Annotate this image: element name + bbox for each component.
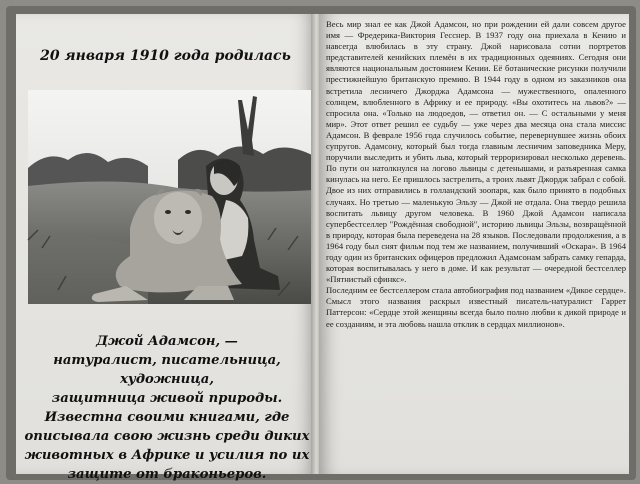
left-page (16, 14, 315, 482)
caption-line: Джой Адамсон, — (96, 334, 238, 349)
caption-line: описывала свою жизнь среди диких (24, 429, 310, 444)
right-page (319, 14, 629, 474)
photo-joy-adamson-with-lioness (28, 90, 314, 304)
caption-line: защите от браконьеров. (67, 467, 267, 482)
caption-line: животных в Африке и усилия по их (24, 448, 310, 463)
article-paragraph: Весь мир знал ее как Джой Адамсон, но при рождении ей дали совсем другое имя — Фредерика-Виктория Гесснер. В 1937 году она приехала в Кению и навсегда влюбилась в эту страну. Джой нарисовала сотни портретов представителей кенийских племён в их традиционных одеяниях. Сегодня они являются национальным достоянием Кении. Её ботанические рисунки получили престижнейшую британскую премию. В 1944 году в одном из заказников она встретила лесничего Джорджа Адамсона — мужественного, опаленного солнцем, влюбленного в Африку и ее природу. «Вы охотитесь на львов?» — спросила она. «Только на людоедов, — ответил он. — С остальными у меня мир». Этот ответ решил ее судьбу — уже через два месяца она стала миссис Адамсон. В феврале 1956 года случилось событие, перевернувшее жизнь обоих супругов. Адамсону, который был тогда главным лесничим заповедника Меру, поручили выследить и убить льва, который терроризировал несколько деревень. По пути он натолкнулся на логово львицы с детенышами, и разъяренная самка кинулась на него. Ее пришлось застрелить, а троих львят Джордж забрал с собой. Двое из них отправились в голландский зоопарк, как было принято в подобных случаях. Но третью — маленькую Эльзу — Джой не отдала. Она твердо решила воспитать львицу другом человека. В 1960 Джой Адамсон написала супербестселлер "Рождённая свободной", историю львицы Эльзы, возвращённой в природу, которая была переведена на 28 языков. Последовали продолжения, а в 1964 году был снят фильм под тем же названием, получивший «Оскара». В 1964 году один из британских офицеров предложил Адамсонам забрать самку гепарда, которая воспитывалась у него в доме. И как результат — очередной бестселлер «Пятнистый сфинкс». (326, 19, 626, 285)
caption-line: защитница живой природы. (51, 391, 283, 406)
caption-line: натуралист, писательница, художница, (53, 353, 281, 387)
book (6, 6, 636, 480)
caption (22, 332, 312, 484)
caption-line: Известна своими книгами, где (44, 410, 290, 425)
article-paragraph: Последним ее бестселлером стала автобиография под названием «Дикое сердце». Смысл этого названия раскрыл известный писатель-натуралист Гаррет Паттерсон: «Сердце этой женщины всегда было полно любви к дикой природе и ее созданиям, и эта любовь нашла отклик в сердцах миллионов». (326, 285, 626, 329)
article-text (326, 19, 626, 330)
date-title: 20 января 1910 года родилась (40, 48, 291, 64)
